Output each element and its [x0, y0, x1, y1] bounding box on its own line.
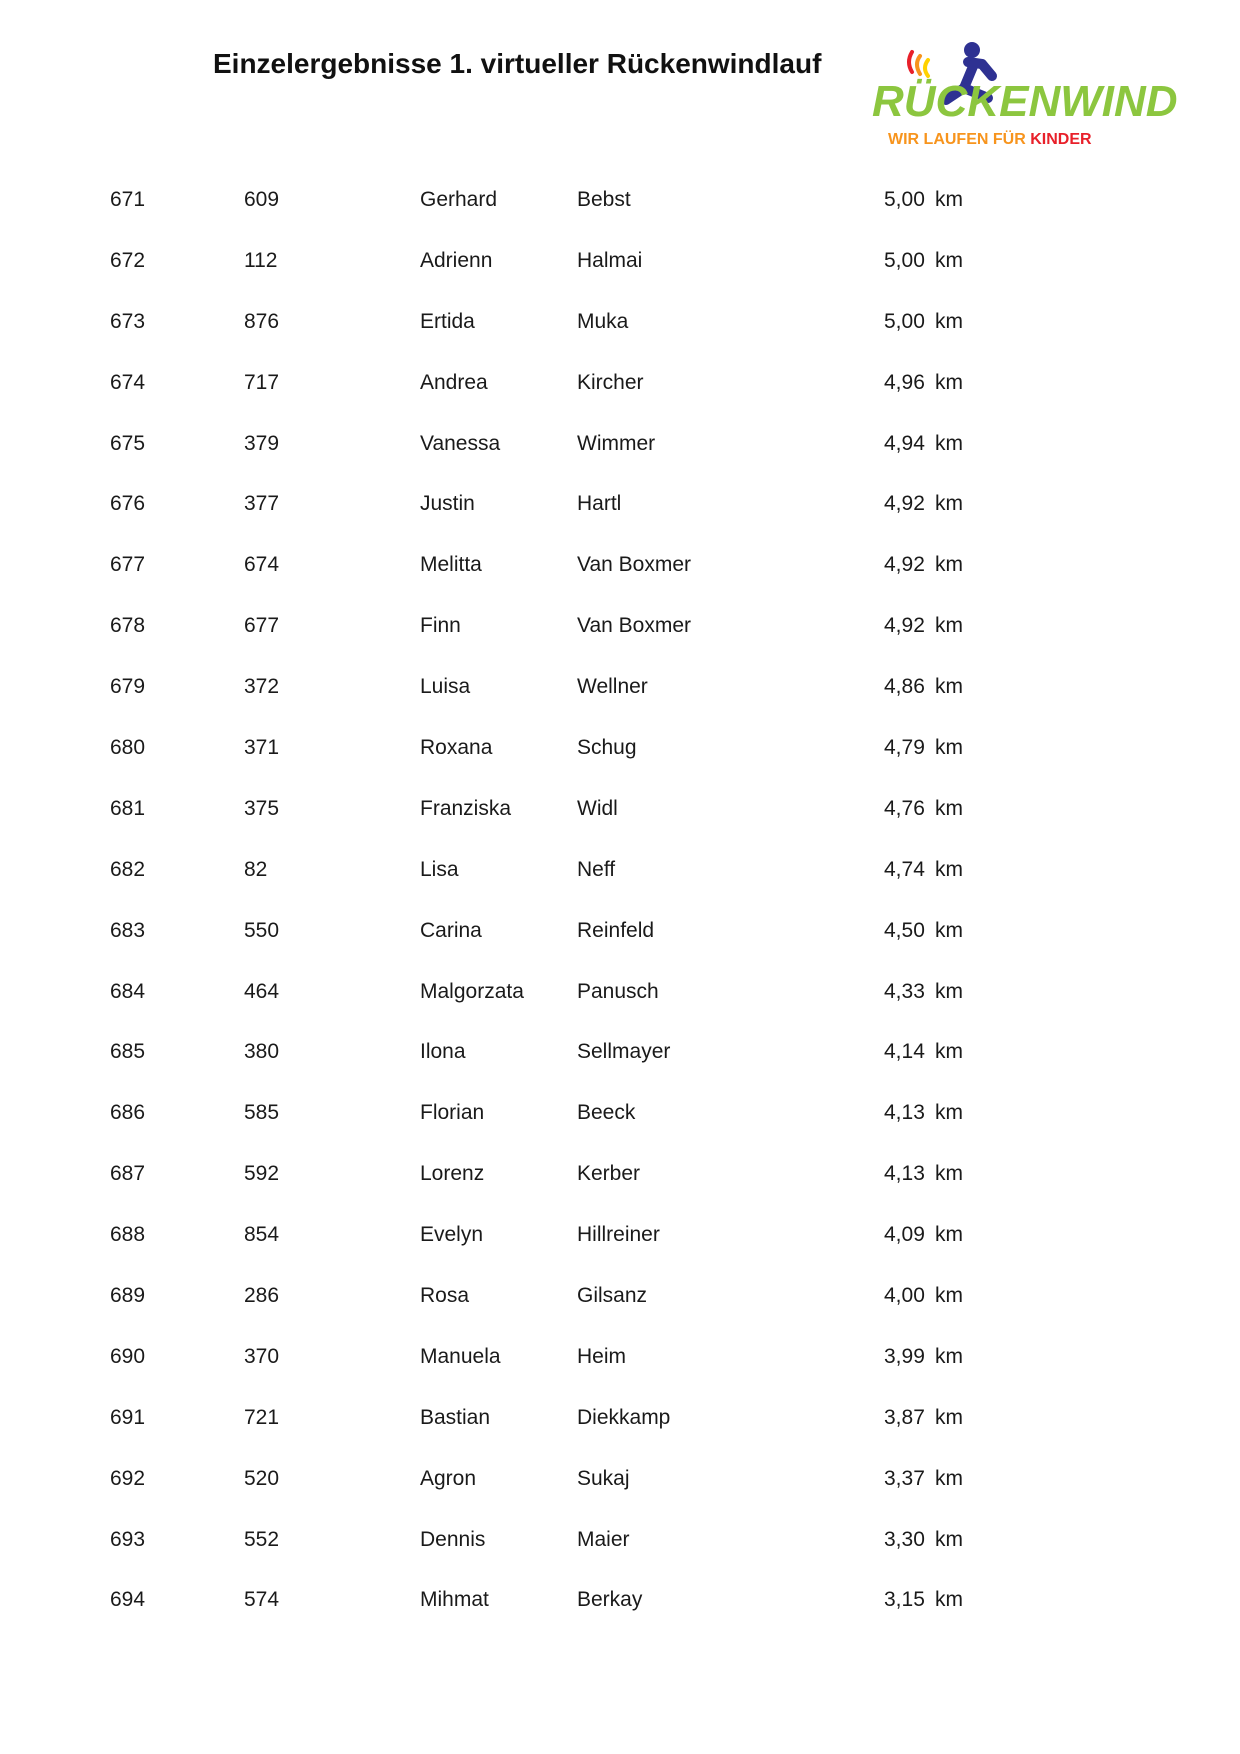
bib-number-cell: 677	[244, 614, 280, 638]
bib-number-cell: 375	[244, 796, 280, 820]
distance-cell: 3,30	[884, 1527, 925, 1551]
distance-unit: km	[935, 1527, 963, 1551]
first-name-cell: Manuela	[420, 1344, 501, 1368]
last-name-cell: Widl	[577, 796, 618, 820]
distance-unit: km	[935, 979, 963, 1003]
rank-cell: 684	[110, 979, 146, 1003]
rank-cell: 675	[110, 431, 146, 455]
bib-number-cell: 371	[244, 736, 280, 760]
rank-cell: 693	[110, 1527, 146, 1551]
distance-unit: km	[935, 370, 963, 394]
rank-cell: 678	[110, 614, 146, 638]
last-name-cell: Kerber	[577, 1162, 641, 1186]
last-name-cell: Van Boxmer	[577, 553, 691, 577]
rank-cell: 691	[110, 1405, 146, 1429]
first-name-cell: Carina	[420, 918, 482, 942]
distance-cell: 4,14	[884, 1040, 925, 1064]
result-row	[0, 675, 1240, 736]
result-row	[0, 1223, 1240, 1284]
distance-cell: 3,15	[884, 1588, 925, 1612]
last-name-cell: Beeck	[577, 1101, 636, 1125]
bib-number-cell: 379	[244, 431, 280, 455]
bib-number-cell: 721	[244, 1405, 280, 1429]
distance-cell: 4,33	[884, 979, 925, 1003]
first-name-cell: Gerhard	[420, 188, 498, 211]
result-row	[0, 736, 1240, 797]
distance-unit: km	[935, 1405, 963, 1429]
last-name-cell: Sukaj	[577, 1466, 630, 1490]
distance-cell: 5,00	[884, 188, 925, 211]
svg-text:WIR LAUFEN FÜR KINDER: WIR LAUFEN FÜR KINDER	[888, 131, 1092, 148]
result-row	[0, 371, 1240, 432]
first-name-cell: Ilona	[420, 1040, 466, 1064]
rank-cell: 674	[110, 370, 146, 394]
result-row	[0, 1162, 1240, 1223]
first-name-cell: Rosa	[420, 1284, 470, 1308]
result-row	[0, 614, 1240, 675]
distance-cell: 4,74	[884, 857, 925, 881]
distance-cell: 4,94	[884, 431, 925, 455]
bib-number-cell: 550	[244, 918, 280, 942]
bib-number-cell: 370	[244, 1344, 280, 1368]
bib-number-cell: 574	[244, 1588, 280, 1612]
results-list	[0, 188, 1240, 1649]
last-name-cell: Panusch	[577, 979, 659, 1003]
bib-number-cell: 286	[244, 1284, 280, 1308]
last-name-cell: Hillreiner	[577, 1223, 660, 1247]
result-row	[0, 432, 1240, 493]
rank-cell: 679	[110, 675, 146, 699]
bib-number-cell: 520	[244, 1466, 280, 1490]
result-row	[0, 1040, 1240, 1101]
last-name-cell: Diekkamp	[577, 1405, 671, 1429]
rank-cell: 692	[110, 1466, 146, 1490]
first-name-cell: Vanessa	[420, 431, 501, 455]
first-name-cell: Roxana	[420, 736, 493, 760]
first-name-cell: Lorenz	[420, 1162, 485, 1186]
first-name-cell: Luisa	[420, 675, 471, 699]
last-name-cell: Van Boxmer	[577, 614, 691, 638]
result-row	[0, 310, 1240, 371]
result-row	[0, 1528, 1240, 1589]
bib-number-cell: 876	[244, 309, 280, 333]
distance-cell: 5,00	[884, 248, 925, 272]
last-name-cell: Maier	[577, 1527, 630, 1551]
distance-unit: km	[935, 431, 963, 455]
result-row	[0, 1406, 1240, 1467]
distance-unit: km	[935, 1284, 963, 1308]
result-row	[0, 249, 1240, 310]
svg-text:RÜCKENWIND: RÜCKENWIND	[872, 77, 1178, 126]
distance-cell: 3,99	[884, 1344, 925, 1368]
distance-unit: km	[935, 309, 963, 333]
distance-cell: 4,92	[884, 492, 925, 516]
rueckenwind-logo	[870, 42, 1178, 157]
last-name-cell: Reinfeld	[577, 918, 655, 942]
first-name-cell: Ertida	[420, 309, 475, 333]
rank-cell: 682	[110, 857, 146, 881]
distance-unit: km	[935, 736, 963, 760]
last-name-cell: Heim	[577, 1344, 627, 1368]
result-row	[0, 1284, 1240, 1345]
rank-cell: 694	[110, 1588, 146, 1612]
first-name-cell: Evelyn	[420, 1223, 484, 1247]
distance-unit: km	[935, 553, 963, 577]
first-name-cell: Dennis	[420, 1527, 486, 1551]
distance-cell: 3,37	[884, 1466, 925, 1490]
last-name-cell: Wellner	[577, 675, 648, 699]
result-row	[0, 1467, 1240, 1528]
first-name-cell: Florian	[420, 1101, 485, 1125]
distance-cell: 4,76	[884, 796, 925, 820]
last-name-cell: Halmai	[577, 248, 643, 272]
rank-cell: 688	[110, 1223, 146, 1247]
distance-unit: km	[935, 1466, 963, 1490]
first-name-cell: Agron	[420, 1466, 477, 1490]
distance-cell: 4,92	[884, 614, 925, 638]
distance-cell: 4,13	[884, 1101, 925, 1125]
rank-cell: 672	[110, 248, 146, 272]
first-name-cell: Lisa	[420, 857, 459, 881]
distance-unit: km	[935, 918, 963, 942]
distance-unit: km	[935, 188, 963, 211]
first-name-cell: Justin	[420, 492, 475, 516]
distance-unit: km	[935, 675, 963, 699]
last-name-cell: Wimmer	[577, 431, 656, 455]
distance-unit: km	[935, 1040, 963, 1064]
distance-cell: 4,50	[884, 918, 925, 942]
rank-cell: 685	[110, 1040, 146, 1064]
bib-number-cell: 377	[244, 492, 280, 516]
last-name-cell: Berkay	[577, 1588, 643, 1612]
bib-number-cell: 609	[244, 188, 280, 211]
distance-unit: km	[935, 1162, 963, 1186]
distance-cell: 4,86	[884, 675, 925, 699]
distance-cell: 3,87	[884, 1405, 925, 1429]
distance-unit: km	[935, 1101, 963, 1125]
distance-unit: km	[935, 1344, 963, 1368]
bib-number-cell: 552	[244, 1527, 280, 1551]
first-name-cell: Malgorzata	[420, 979, 524, 1003]
first-name-cell: Melitta	[420, 553, 482, 577]
last-name-cell: Sellmayer	[577, 1040, 671, 1064]
rank-cell: 671	[110, 188, 146, 211]
first-name-cell: Franziska	[420, 796, 512, 820]
result-row	[0, 858, 1240, 919]
bib-number-cell: 82	[244, 857, 268, 881]
first-name-cell: Finn	[420, 614, 461, 638]
distance-unit: km	[935, 1223, 963, 1247]
rank-cell: 673	[110, 309, 146, 333]
distance-cell: 4,92	[884, 553, 925, 577]
rank-cell: 690	[110, 1344, 146, 1368]
result-row	[0, 188, 1240, 249]
first-name-cell: Andrea	[420, 370, 488, 394]
last-name-cell: Muka	[577, 309, 629, 333]
first-name-cell: Bastian	[420, 1405, 491, 1429]
rank-cell: 676	[110, 492, 146, 516]
bib-number-cell: 464	[244, 979, 280, 1003]
bib-number-cell: 674	[244, 553, 280, 577]
result-row	[0, 1101, 1240, 1162]
bib-number-cell: 380	[244, 1040, 280, 1064]
rank-cell: 680	[110, 736, 146, 760]
result-row	[0, 980, 1240, 1041]
distance-unit: km	[935, 796, 963, 820]
page-title: Einzelergebnisse 1. virtueller Rückenwindlauf	[213, 48, 822, 79]
distance-unit: km	[935, 614, 963, 638]
distance-cell: 4,00	[884, 1284, 925, 1308]
rank-cell: 689	[110, 1284, 146, 1308]
rank-cell: 677	[110, 553, 146, 577]
bib-number-cell: 112	[244, 248, 278, 272]
bib-number-cell: 717	[244, 370, 280, 394]
distance-cell: 4,96	[884, 370, 925, 394]
last-name-cell: Hartl	[577, 492, 622, 516]
bib-number-cell: 585	[244, 1101, 280, 1125]
result-row	[0, 797, 1240, 858]
distance-cell: 4,13	[884, 1162, 925, 1186]
last-name-cell: Gilsanz	[577, 1284, 648, 1308]
distance-unit: km	[935, 857, 963, 881]
distance-unit: km	[935, 492, 963, 516]
rank-cell: 683	[110, 918, 146, 942]
distance-unit: km	[935, 1588, 963, 1612]
result-row	[0, 1345, 1240, 1406]
distance-unit: km	[935, 248, 963, 272]
last-name-cell: Schug	[577, 736, 637, 760]
last-name-cell: Neff	[577, 857, 616, 881]
first-name-cell: Mihmat	[420, 1588, 489, 1612]
rank-cell: 681	[110, 796, 146, 820]
first-name-cell: Adrienn	[420, 248, 493, 272]
rank-cell: 686	[110, 1101, 146, 1125]
last-name-cell: Kircher	[577, 370, 644, 394]
distance-cell: 5,00	[884, 309, 925, 333]
distance-cell: 4,09	[884, 1223, 925, 1247]
rank-cell: 687	[110, 1162, 146, 1186]
result-row	[0, 553, 1240, 614]
runner-icon	[870, 42, 1178, 157]
result-row	[0, 919, 1240, 980]
last-name-cell: Bebst	[577, 188, 631, 211]
bib-number-cell: 854	[244, 1223, 280, 1247]
distance-cell: 4,79	[884, 736, 925, 760]
bib-number-cell: 372	[244, 675, 280, 699]
result-row	[0, 1588, 1240, 1649]
bib-number-cell: 592	[244, 1162, 280, 1186]
result-row	[0, 492, 1240, 553]
